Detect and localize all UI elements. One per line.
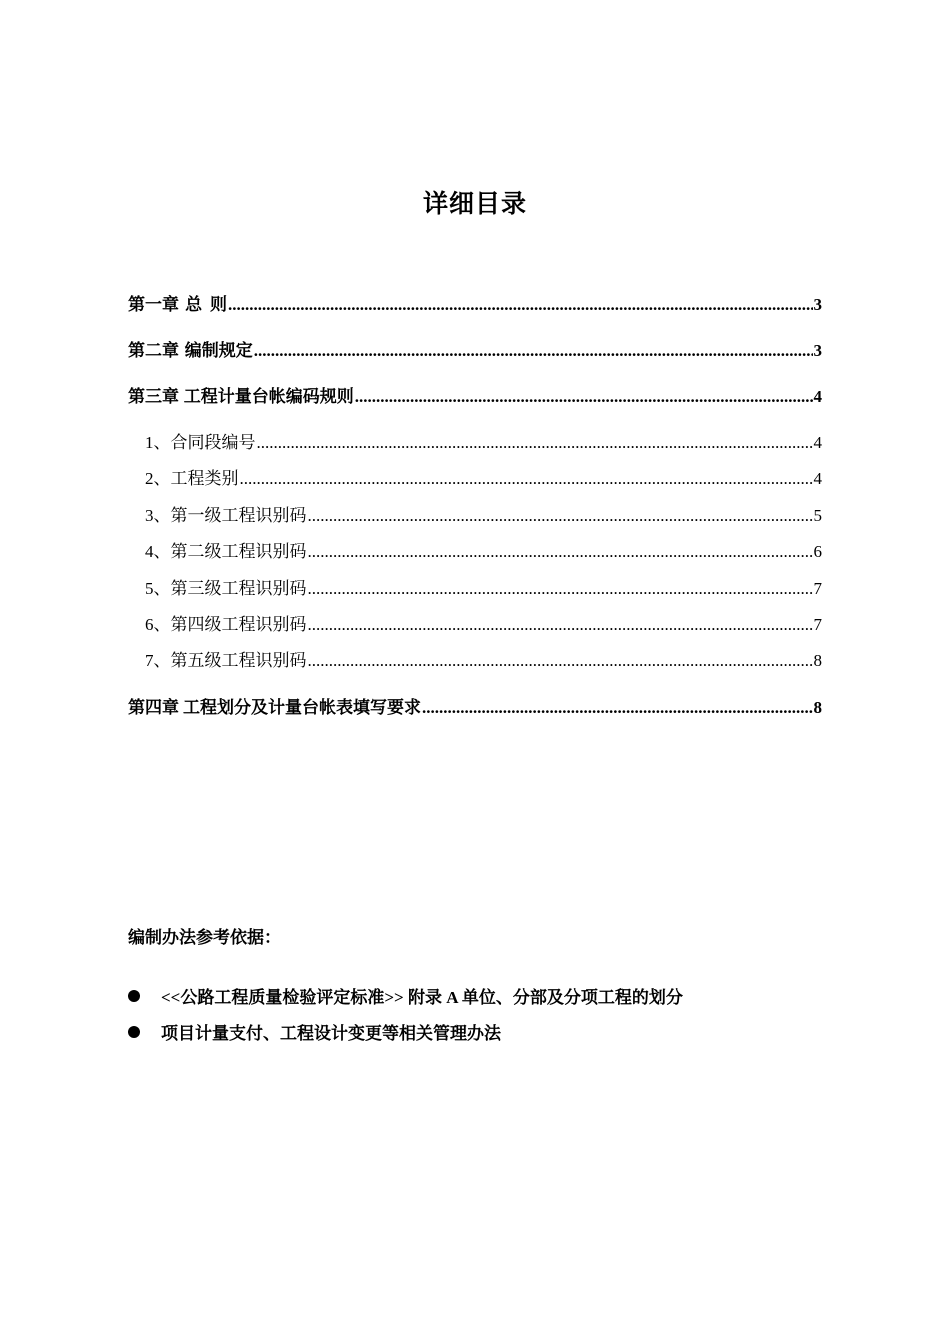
page-number: 4 bbox=[813, 469, 822, 488]
page-number: 7 bbox=[813, 579, 822, 598]
page-number: 4 bbox=[813, 433, 822, 452]
reference-item bbox=[128, 983, 683, 1008]
dot-leader bbox=[308, 651, 813, 671]
section-title: 2、工程类别 bbox=[145, 469, 239, 488]
page-number: 7 bbox=[813, 615, 822, 634]
chapter-number: 第二章 bbox=[128, 341, 179, 360]
reference-item bbox=[128, 1019, 501, 1044]
chapter-title: 工程划分及计量台帐表填写要求 bbox=[183, 698, 422, 717]
toc-entry-section[interactable] bbox=[145, 464, 822, 489]
bullet-icon bbox=[128, 990, 140, 1002]
toc-entry-chapter-1[interactable] bbox=[128, 290, 822, 315]
page-number: 3 bbox=[813, 295, 822, 314]
dot-leader bbox=[422, 698, 812, 718]
toc-entry-section[interactable] bbox=[145, 610, 822, 635]
reference-text: <<公路工程质量检验评定标准>> 附录 A 单位、分部及分项工程的划分 bbox=[161, 988, 683, 1007]
page-number: 8 bbox=[813, 651, 822, 670]
chapter-title: 编制规定 bbox=[184, 341, 253, 360]
chapter-number: 第一章 bbox=[128, 295, 179, 314]
section-title: 4、第二级工程识别码 bbox=[145, 542, 307, 561]
section-title: 5、第三级工程识别码 bbox=[145, 579, 307, 598]
dot-leader bbox=[228, 295, 813, 315]
toc-entry-chapter-2[interactable] bbox=[128, 336, 822, 361]
toc-entry-chapter-4[interactable] bbox=[128, 693, 822, 718]
toc-entry-chapter-3[interactable] bbox=[128, 382, 822, 407]
dot-leader bbox=[308, 542, 813, 562]
bullet-icon bbox=[128, 1026, 140, 1038]
page-number: 6 bbox=[813, 542, 822, 561]
section-title: 1、合同段编号 bbox=[145, 433, 256, 452]
page-number: 8 bbox=[813, 698, 822, 717]
page-number: 5 bbox=[813, 506, 822, 525]
dot-leader bbox=[355, 387, 813, 407]
section-title: 3、第一级工程识别码 bbox=[145, 506, 307, 525]
references-heading: 编制办法参考依据： bbox=[128, 928, 281, 947]
section-title: 6、第四级工程识别码 bbox=[145, 615, 307, 634]
dot-leader bbox=[240, 469, 813, 489]
page-title: 详细目录 bbox=[422, 191, 527, 218]
dot-leader bbox=[308, 579, 813, 599]
dot-leader bbox=[254, 341, 813, 361]
page-number: 4 bbox=[813, 387, 822, 406]
reference-text: 项目计量支付、工程设计变更等相关管理办法 bbox=[161, 1024, 501, 1043]
chapter-number: 第四章 bbox=[128, 698, 179, 717]
chapter-title: 则 bbox=[209, 295, 227, 314]
toc-entry-section[interactable] bbox=[145, 501, 822, 526]
section-title: 7、第五级工程识别码 bbox=[145, 651, 307, 670]
chapter-number: 第三章 bbox=[128, 387, 179, 406]
toc-entry-section[interactable] bbox=[145, 537, 822, 562]
dot-leader bbox=[308, 615, 813, 635]
chapter-title: 工程计量台帐编码规则 bbox=[183, 387, 354, 406]
dot-leader bbox=[308, 506, 813, 526]
dot-leader bbox=[257, 433, 813, 453]
toc-entry-section[interactable] bbox=[145, 428, 822, 453]
page-number: 3 bbox=[813, 341, 822, 360]
chapter-title: 总 bbox=[185, 295, 203, 314]
toc-entry-section[interactable] bbox=[145, 646, 822, 671]
toc-entry-section[interactable] bbox=[145, 574, 822, 599]
